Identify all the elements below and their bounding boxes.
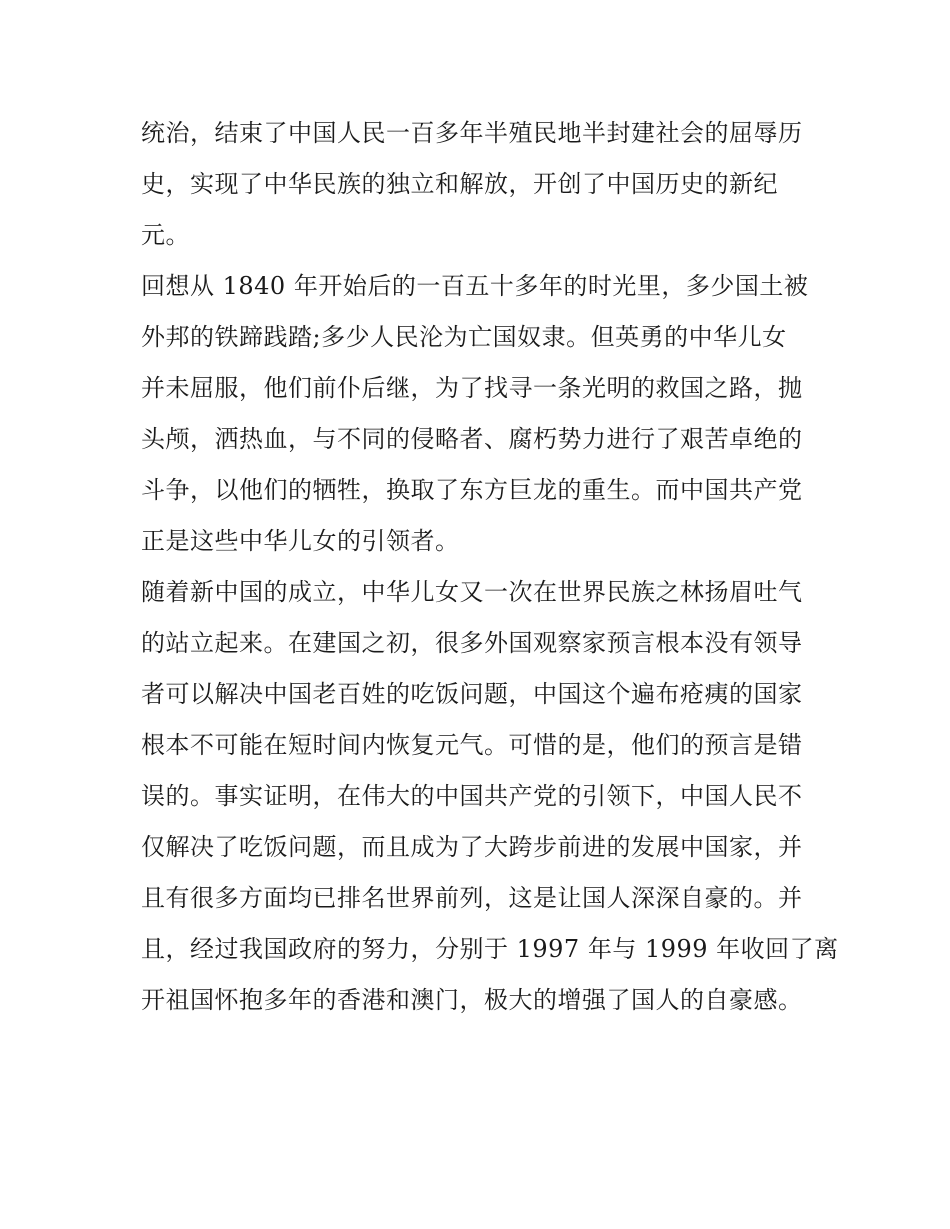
text-line: 斗争，以他们的牺牲，换取了东方巨龙的重生。而中国共产党: [141, 476, 803, 504]
text-line: 回想从 1840 年开始后的一百五十多年的时光里，多少国土被: [141, 272, 809, 300]
text-line: 元。: [141, 221, 190, 249]
text-line: 史，实现了中华民族的独立和解放，开创了中国历史的新纪: [141, 170, 778, 198]
text-line: 并未屈服，他们前仆后继，为了找寻一条光明的救国之路，抛: [141, 374, 803, 402]
text-line: 仅解决了吃饭问题，而且成为了大跨步前进的发展中国家，并: [141, 833, 803, 861]
text-line: 者可以解决中国老百姓的吃饭问题，中国这个遍布疮痍的国家: [141, 680, 803, 708]
text-line: 根本不可能在短时间内恢复元气。可惜的是，他们的预言是错: [141, 731, 803, 759]
text-line: 的站立起来。在建国之初，很多外国观察家预言根本没有领导: [141, 629, 803, 657]
text-line: 且有很多方面均已排名世界前列，这是让国人深深自豪的。并: [141, 884, 803, 912]
text-line: 误的。事实证明，在伟大的中国共产党的引领下，中国人民不: [141, 782, 803, 810]
text-line: 且，经过我国政府的努力，分别于 1997 年与 1999 年收回了离: [141, 935, 839, 963]
text-line: 正是这些中华儿女的引领者。: [141, 527, 460, 555]
body-text: [141, 108, 839, 1026]
text-line: 统治，结束了中国人民一百多年半殖民地半封建社会的屈辱历: [141, 119, 803, 147]
text-line: 头颅，洒热血，与不同的侵略者、腐朽势力进行了艰苦卓绝的: [141, 425, 803, 453]
text-line: 随着新中国的成立，中华儿女又一次在世界民族之林扬眉吐气: [141, 578, 803, 606]
text-line: 外邦的铁蹄践踏;多少人民沦为亡国奴隶。但英勇的中华儿女: [141, 323, 787, 351]
text-line: 开祖国怀抱多年的香港和澳门，极大的增强了国人的自豪感。: [141, 986, 803, 1014]
